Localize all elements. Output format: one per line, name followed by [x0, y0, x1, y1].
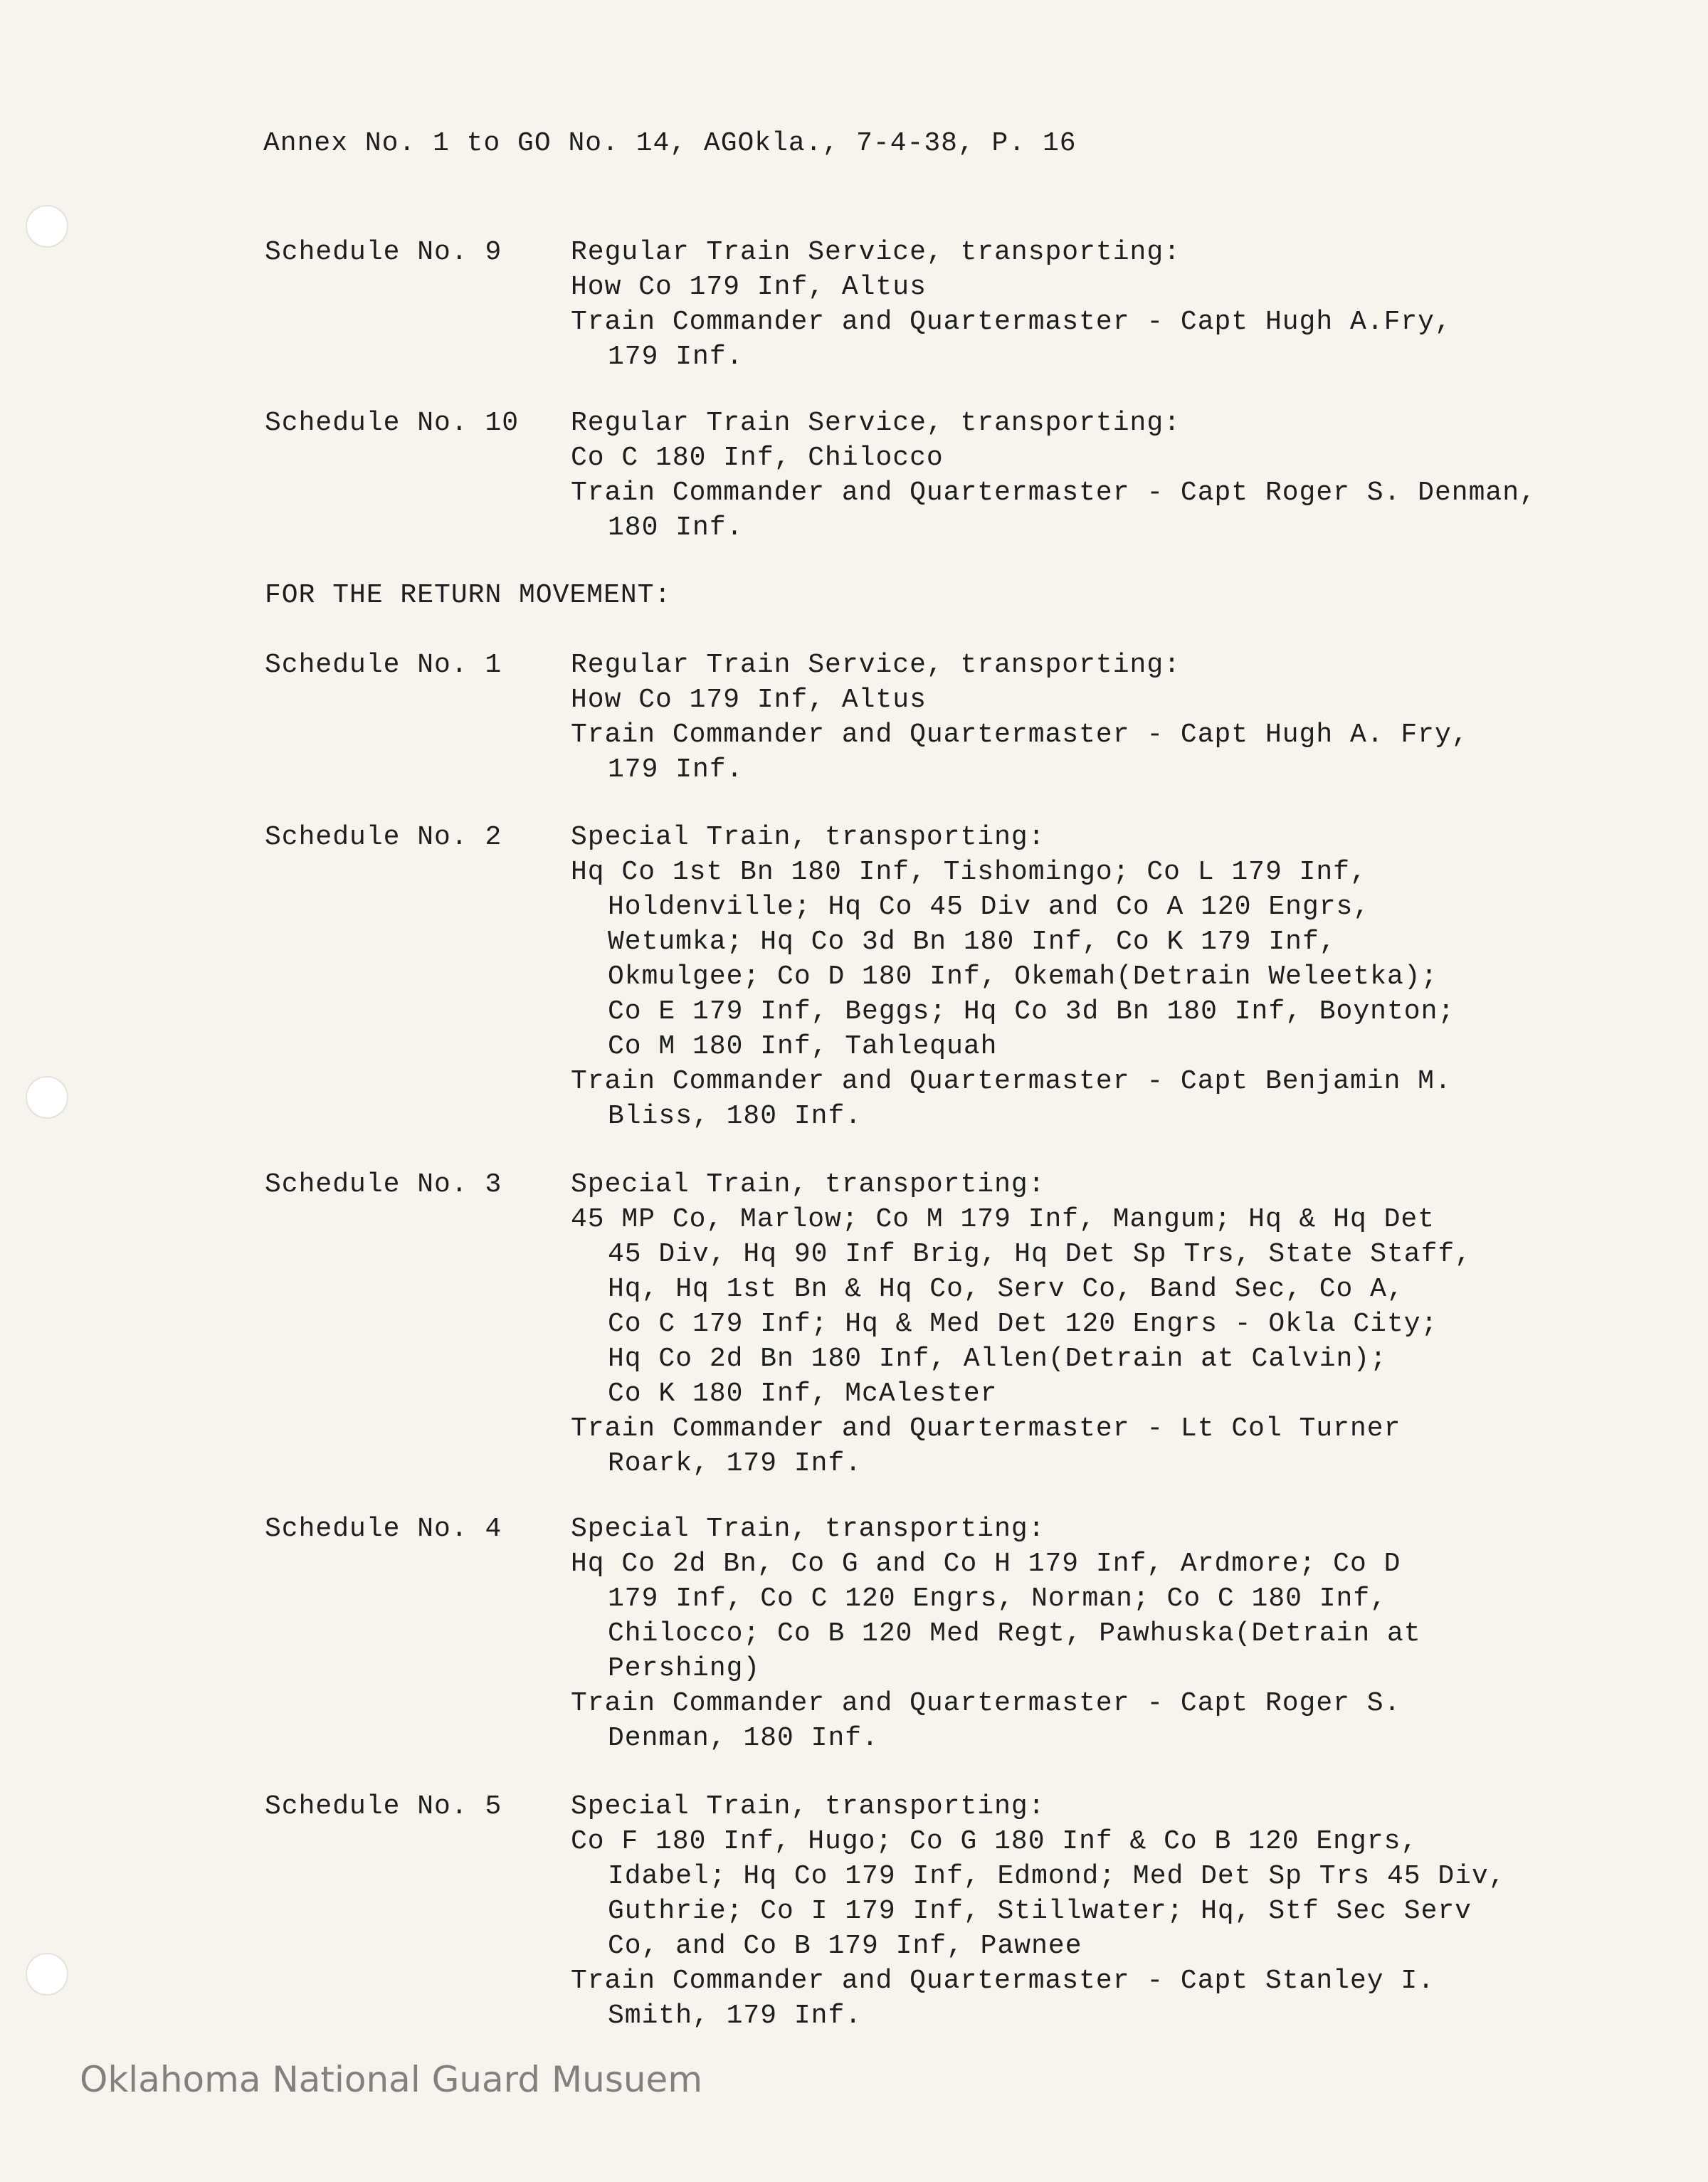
- schedule-label: Schedule No. 10: [265, 408, 520, 438]
- schedule-line: Co K 180 Inf, McAlester: [608, 1379, 998, 1409]
- schedule-line: 45 Div, Hq 90 Inf Brig, Hq Det Sp Trs, State Staff,: [608, 1239, 1472, 1270]
- punch-hole: [26, 1076, 68, 1119]
- schedule-line: Okmulgee; Co D 180 Inf, Okemah(Detrain Weleetka);: [608, 961, 1438, 992]
- schedule-line: Chilocco; Co B 120 Med Regt, Pawhuska(Detrain at: [608, 1618, 1421, 1649]
- schedule-line: Denman, 180 Inf.: [608, 1723, 879, 1754]
- museum-watermark: Oklahoma National Guard Musuem: [80, 2059, 703, 2100]
- schedule-line: Special Train, transporting:: [571, 1791, 1045, 1822]
- schedule-line: Train Commander and Quartermaster - Capt Roger S.: [571, 1688, 1401, 1719]
- schedule-line: Hq Co 2d Bn 180 Inf, Allen(Detrain at Calvin);: [608, 1344, 1387, 1374]
- schedule-label: Schedule No. 1: [265, 650, 502, 680]
- schedule-line: Smith, 179 Inf.: [608, 2001, 863, 2031]
- schedule-line: Train Commander and Quartermaster - Capt Hugh A. Fry,: [571, 720, 1469, 750]
- schedule-body: [571, 406, 1567, 545]
- schedule-line: Hq, Hq 1st Bn & Hq Co, Serv Co, Band Sec, Co A,: [608, 1274, 1404, 1305]
- schedule-body: [571, 1789, 1567, 2033]
- schedule-line: 180 Inf.: [608, 512, 744, 543]
- schedule-line: 179 Inf, Co C 120 Engrs, Norman; Co C 180 Inf,: [608, 1583, 1387, 1614]
- schedule-line: Special Train, transporting:: [571, 1169, 1045, 1200]
- schedule-line: Train Commander and Quartermaster - Capt Benjamin M.: [571, 1066, 1452, 1097]
- schedule-line: Special Train, transporting:: [571, 822, 1045, 853]
- annex-header: Annex No. 1 to GO No. 14, AGOkla., 7-4-38, P. 16: [263, 128, 1077, 159]
- schedule-line: Co C 179 Inf; Hq & Med Det 120 Engrs - Okla City;: [608, 1309, 1438, 1339]
- schedule-label: Schedule No. 3: [265, 1169, 502, 1200]
- schedule-line: Train Commander and Quartermaster - Capt Stanley I.: [571, 1966, 1435, 1996]
- schedule-line: How Co 179 Inf, Altus: [571, 272, 927, 302]
- schedule-line: How Co 179 Inf, Altus: [571, 685, 927, 715]
- schedule-line: Bliss, 180 Inf.: [608, 1101, 863, 1132]
- schedule-line: 45 MP Co, Marlow; Co M 179 Inf, Mangum; Hq & Hq Det: [571, 1204, 1435, 1235]
- schedule-line: Co E 179 Inf, Beggs; Hq Co 3d Bn 180 Inf, Boynton;: [608, 996, 1455, 1027]
- schedule-body: [571, 820, 1567, 1134]
- schedule-body: [571, 648, 1567, 787]
- schedule-line: Hq Co 2d Bn, Co G and Co H 179 Inf, Ardmore; Co D: [571, 1549, 1401, 1579]
- schedule-line: Co F 180 Inf, Hugo; Co G 180 Inf & Co B 120 Engrs,: [571, 1826, 1418, 1857]
- schedule-line: Guthrie; Co I 179 Inf, Stillwater; Hq, Stf Sec Serv: [608, 1896, 1472, 1927]
- schedule-body: [571, 1167, 1567, 1481]
- return-movement-heading: FOR THE RETURN MOVEMENT:: [265, 580, 672, 611]
- schedule-body: [571, 1512, 1567, 1756]
- schedule-line: Train Commander and Quartermaster - Lt Col Turner: [571, 1413, 1401, 1444]
- schedule-line: Co M 180 Inf, Tahlequah: [608, 1031, 998, 1062]
- schedule-line: Regular Train Service, transporting:: [571, 650, 1181, 680]
- schedule-line: Train Commander and Quartermaster - Capt Hugh A.Fry,: [571, 307, 1452, 337]
- punch-hole: [26, 1953, 68, 1996]
- schedule-line: Holdenville; Hq Co 45 Div and Co A 120 Engrs,: [608, 892, 1371, 922]
- schedule-body: [571, 235, 1567, 374]
- schedule-line: Roark, 179 Inf.: [608, 1448, 863, 1479]
- schedule-label: Schedule No. 2: [265, 822, 502, 853]
- schedule-line: Wetumka; Hq Co 3d Bn 180 Inf, Co K 179 Inf,: [608, 927, 1337, 957]
- schedule-line: Hq Co 1st Bn 180 Inf, Tishomingo; Co L 179 Inf,: [571, 857, 1367, 887]
- schedule-line: Pershing): [608, 1653, 761, 1684]
- schedule-line: Train Commander and Quartermaster - Capt Roger S. Denman,: [571, 478, 1536, 508]
- schedule-label: Schedule No. 4: [265, 1514, 502, 1544]
- schedule-label: Schedule No. 5: [265, 1791, 502, 1822]
- schedule-line: Co, and Co B 179 Inf, Pawnee: [608, 1931, 1082, 1961]
- schedule-line: 179 Inf.: [608, 754, 744, 785]
- schedule-line: Idabel; Hq Co 179 Inf, Edmond; Med Det Sp Trs 45 Div,: [608, 1861, 1506, 1892]
- schedule-line: Regular Train Service, transporting:: [571, 237, 1181, 268]
- schedule-line: Co C 180 Inf, Chilocco: [571, 443, 944, 473]
- schedule-line: Special Train, transporting:: [571, 1514, 1045, 1544]
- schedule-label: Schedule No. 9: [265, 237, 502, 268]
- punch-hole: [26, 205, 68, 248]
- schedule-line: Regular Train Service, transporting:: [571, 408, 1181, 438]
- schedule-line: 179 Inf.: [608, 342, 744, 372]
